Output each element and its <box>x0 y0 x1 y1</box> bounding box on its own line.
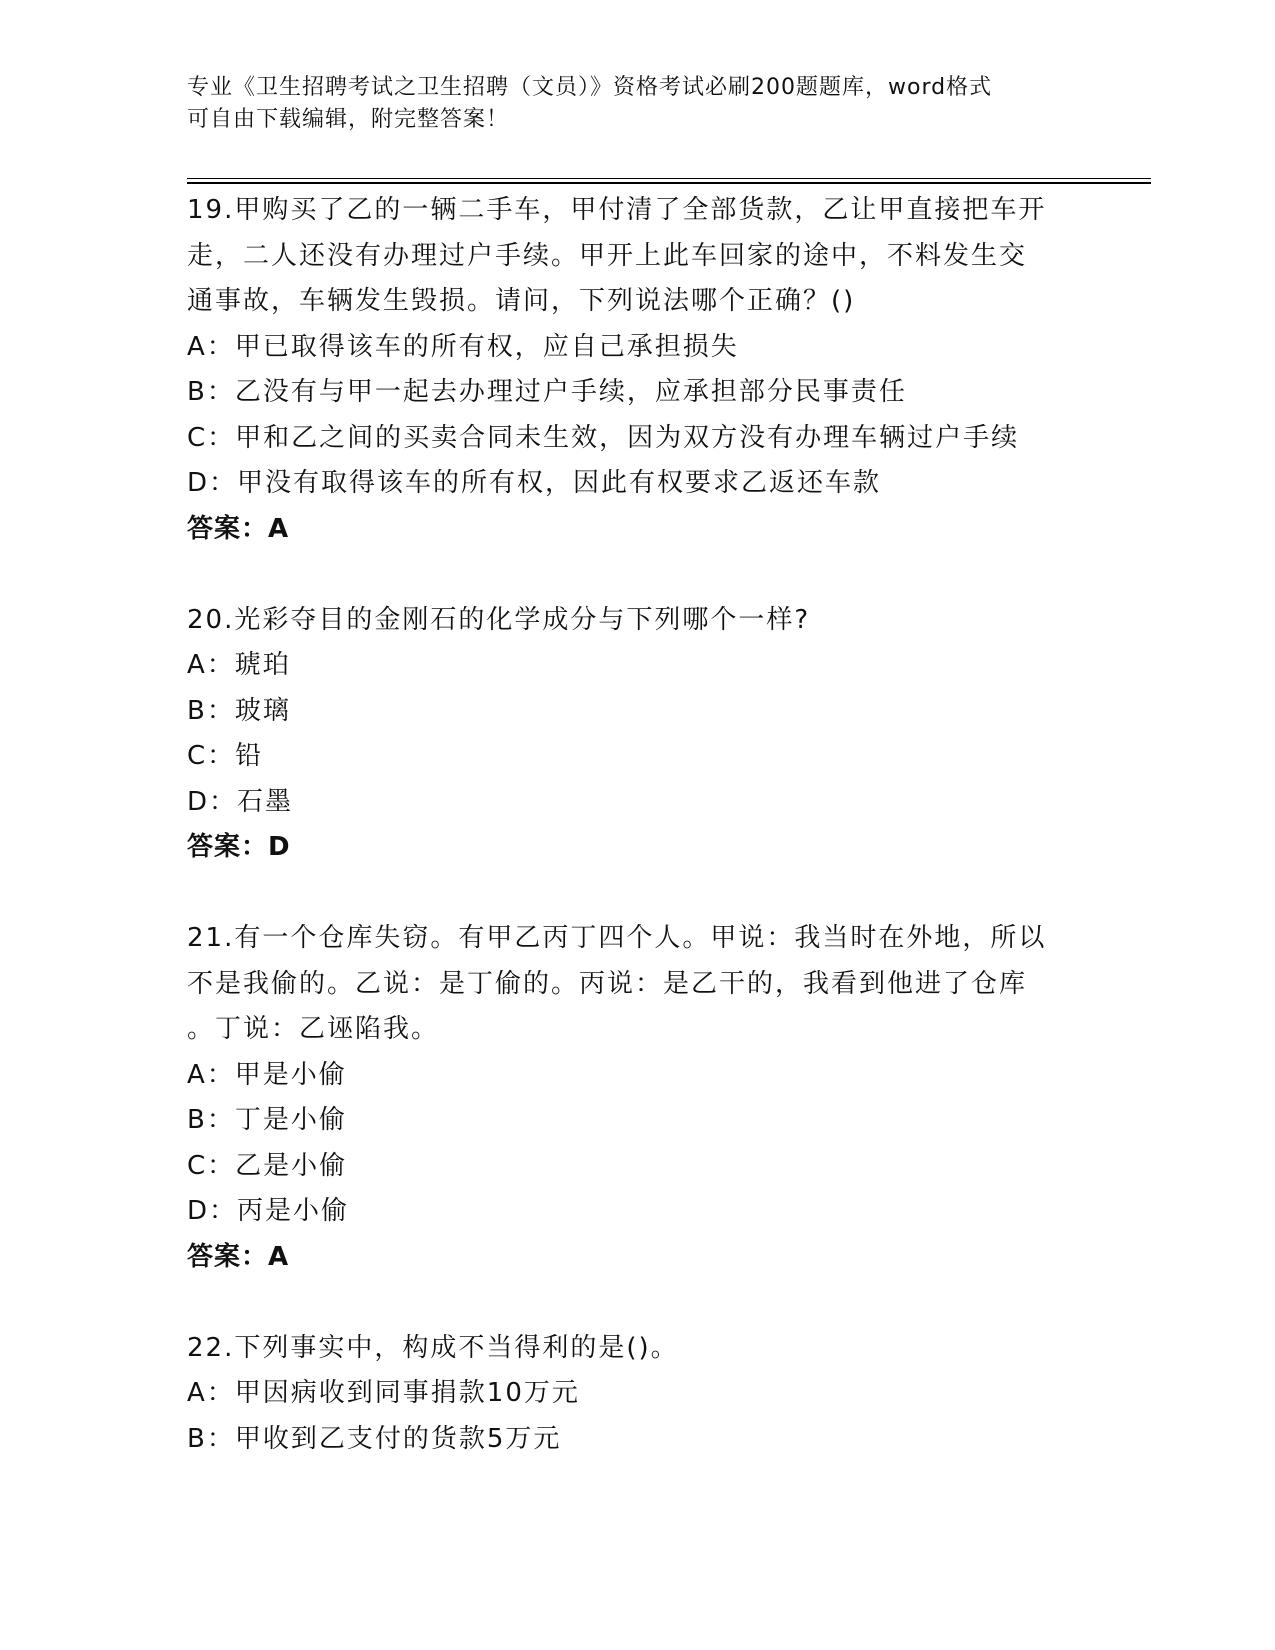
question-text: 。丁说：乙诬陷我。 <box>187 1014 440 1044</box>
header-line: 可自由下载编辑，附完整答案！ <box>187 107 510 132</box>
spacer <box>187 871 1087 917</box>
header-divider-thin <box>187 178 1151 179</box>
question-text: 19.甲购买了乙的一辆二手车，甲付清了全部货款，乙让甲直接把车开 <box>187 195 1047 225</box>
question-21 <box>187 916 1087 1280</box>
question-20 <box>187 598 1087 871</box>
option-b: B：甲收到乙支付的货款5万元 <box>187 1423 562 1454</box>
option-b: B：丁是小偷 <box>187 1105 347 1135</box>
option-a: A：甲是小偷 <box>187 1059 347 1090</box>
question-text: 20.光彩夺目的金刚石的化学成分与下列哪个一样? <box>187 604 811 635</box>
option-d: D：丙是小偷 <box>187 1196 350 1226</box>
option-c: C：铅 <box>187 741 264 771</box>
answer-label: 答案：A <box>187 513 290 544</box>
spacer <box>187 552 1087 598</box>
option-b: B：乙没有与甲一起去办理过户手续，应承担部分民事责任 <box>187 377 907 407</box>
answer-label: 答案：A <box>187 1241 290 1272</box>
option-a: A：琥珀 <box>187 650 291 680</box>
option-c: C：乙是小偷 <box>187 1150 348 1181</box>
question-text: 通事故，车辆发生毁损。请问，下列说法哪个正确？() <box>187 286 856 316</box>
document-header <box>187 72 1067 136</box>
option-d: D：石墨 <box>187 786 294 817</box>
spacer <box>187 1280 1087 1326</box>
header-line: 专业《卫生招聘考试之卫生招聘（文员）》资格考试必刷200题题库，word格式 <box>187 75 993 100</box>
question-list <box>187 188 1087 1462</box>
answer-label: 答案：D <box>187 832 291 862</box>
option-d: D：甲没有取得该车的所有权，因此有权要求乙返还车款 <box>187 468 882 498</box>
question-19 <box>187 188 1087 552</box>
option-b: B：玻璃 <box>187 695 291 726</box>
question-text: 21.有一个仓库失窃。有甲乙丙丁四个人。甲说：我当时在外地，所以 <box>187 923 1047 953</box>
option-a: A：甲因病收到同事捐款10万元 <box>187 1378 580 1408</box>
question-text: 22.下列事实中，构成不当得利的是()。 <box>187 1332 679 1363</box>
question-text: 不是我偷的。乙说：是丁偷的。丙说：是乙干的，我看到他进了仓库 <box>187 968 1028 999</box>
option-a: A：甲已取得该车的所有权，应自己承担损失 <box>187 331 739 362</box>
header-divider-thick <box>187 182 1151 184</box>
option-c: C：甲和乙之间的买卖合同未生效，因为双方没有办理车辆过户手续 <box>187 422 1020 453</box>
question-text: 走，二人还没有办理过户手续。甲开上此车回家的途中，不料发生交 <box>187 240 1028 271</box>
question-22 <box>187 1326 1087 1463</box>
